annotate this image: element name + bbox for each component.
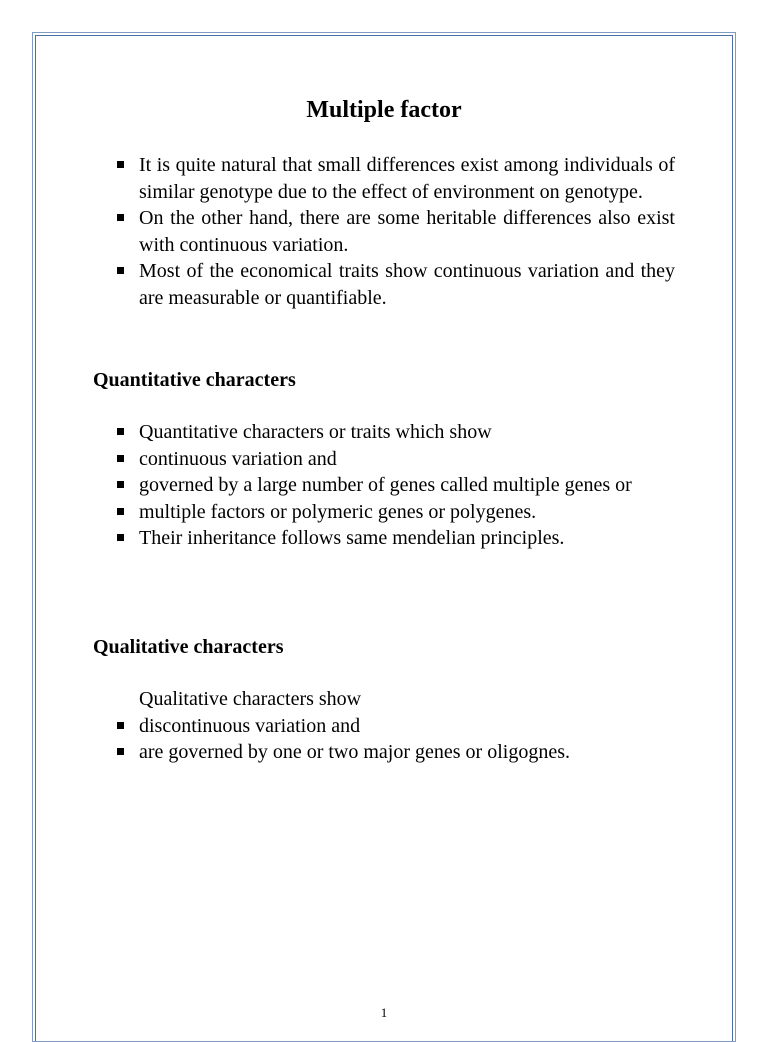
list-item: discontinuous variation and [139, 713, 675, 740]
list-item: are governed by one or two major genes or oligognes. [139, 739, 675, 766]
list-item: continuous variation and [139, 446, 675, 473]
page-title: Multiple factor [306, 97, 462, 123]
list-item: Most of the economical traits show continuous variation and they are measurable or quantifiable. [139, 258, 675, 311]
intro-bullet-list [139, 152, 675, 311]
quantitative-bullet-list [139, 419, 675, 552]
qualitative-heading: Qualitative characters [93, 636, 284, 658]
list-item: governed by a large number of genes called multiple genes or [139, 472, 675, 499]
list-item: On the other hand, there are some heritable differences also exist with continuous variation. [139, 205, 675, 258]
qualitative-bullet-list [139, 686, 675, 766]
page-number: 1 [380, 1005, 388, 1020]
list-item: Their inheritance follows same mendelian principles. [139, 525, 675, 552]
list-lead-text: Qualitative characters show [139, 688, 362, 710]
list-item: multiple factors or polymeric genes or polygenes. [139, 499, 675, 526]
list-item: It is quite natural that small differences exist among individuals of similar genotype due to the effect of environment on genotype. [139, 152, 675, 205]
list-item: Quantitative characters or traits which show [139, 419, 675, 446]
quantitative-heading: Quantitative characters [93, 369, 296, 391]
